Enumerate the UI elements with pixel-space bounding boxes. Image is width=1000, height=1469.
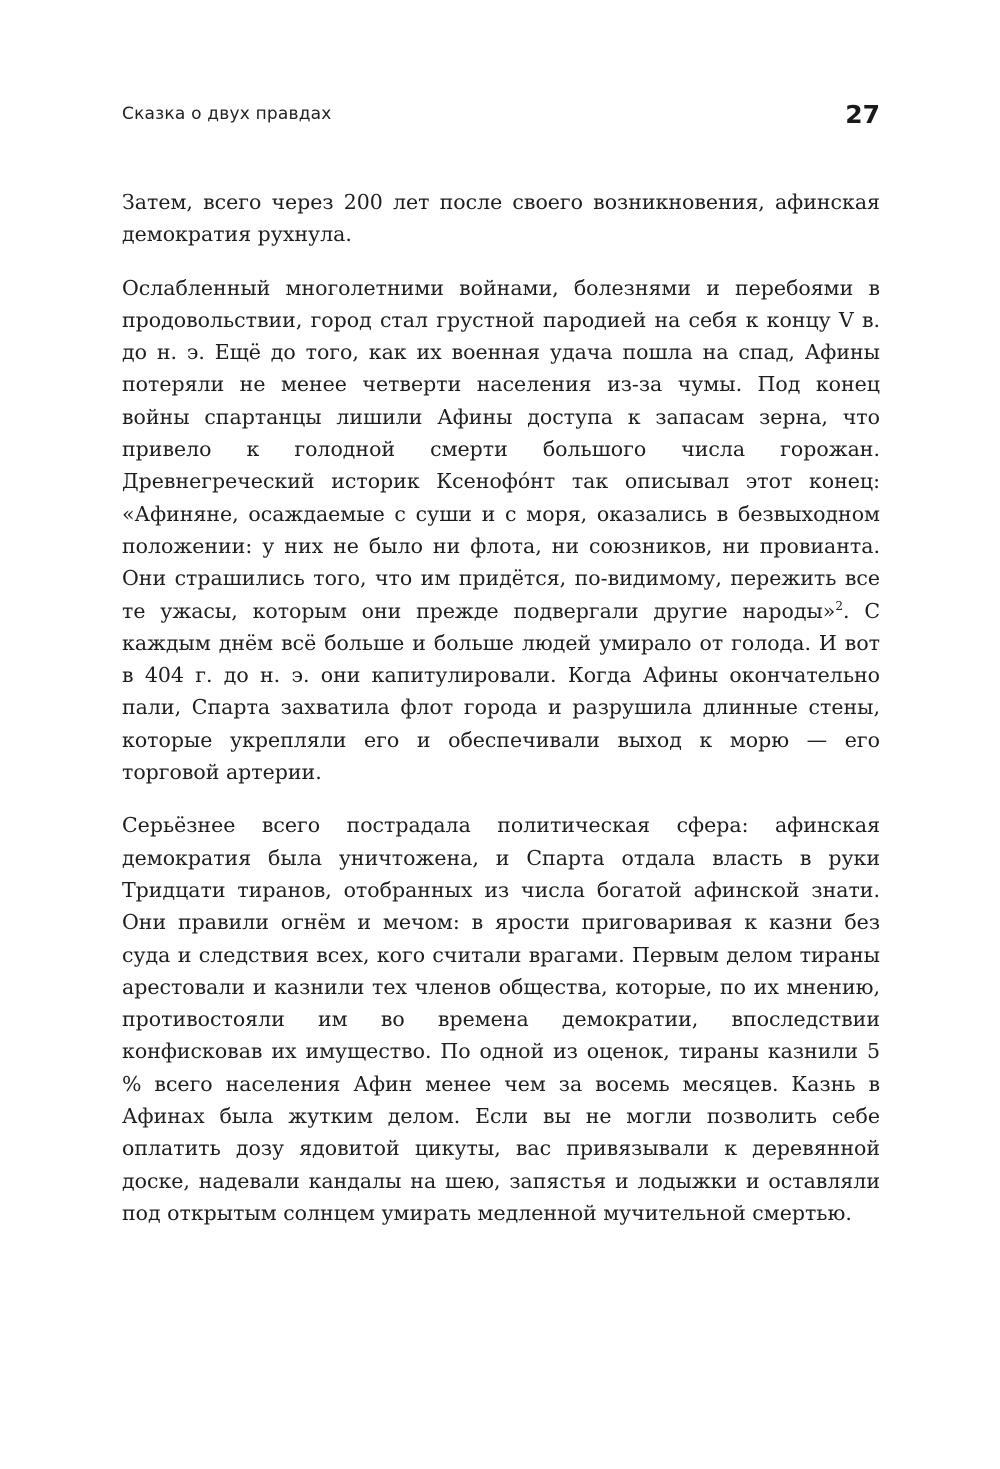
paragraph-1: Затем, всего через 200 лет после своего возникновения, афинская демократия рухнула.: [122, 190, 880, 247]
paragraph-2-text-after-note: . С каждым днём всё больше и больше людей умирало от голода. И вот в 404 г. до н. э. они капитулировали. Когда Афины окончательно пали, Спарта захватила флот города и разрушила длинные стены, которые укрепляли его и обеспечивали выход к морю — его торговой артерии.: [122, 598, 881, 785]
running-title: Сказка о двух правдах: [122, 104, 332, 124]
page-number: 27: [845, 100, 880, 129]
paragraph-2: [122, 272, 880, 789]
body-text: [122, 186, 880, 1250]
paragraph-3: Серьёзнее всего пострадала политическая сфера: афинская демократия была уничтожена, и Спарта отдала власть в руки Тридцати тиранов, отобранных из числа богатой афинской знати. Они правили огнём и мечом: в ярости приговаривая к казни без суда и следствия всех, кого считали врагами. Первым делом тираны арестовали и казнили тех членов общества, которые, по их мнению, противостояли им во времена демократии, впоследствии конфисковав их имущество. По одной из оценок, тираны казнили 5 % всего населения Афин менее чем за восемь месяцев. Казнь в Афинах была жутким делом. Если вы не могли позволить себе оплатить дозу ядовитой цикуты, вас привязывали к деревянной доске, надевали кандалы на шею, запястья и лодыжки и оставляли под открытым солнцем умирать медленной мучительной смертью.: [122, 813, 880, 1225]
paragraph-2-text-before-note: Ослабленный многолетними войнами, болезнями и перебоями в продовольствии, город стал грустной пародией на себя к концу V в. до н. э. Ещё до того, как их военная удача пошла на спад, Афины потеряли не менее четверти населения из-за чумы. Под конец войны спартанцы лишили Афины доступа к запасам зерна, что привело к голодной смерти большого числа горожан. Древнегреческий историк Ксенофо́нт так описывал этот конец: «Афиняне, осаждаемые с суши и с моря, оказались в безвыходном положении: у них не было ни флота, ни союзников, ни провианта. Они страшились того, что им придётся, по-видимому, пережить все те ужасы, которым они прежде подвергали другие народы»: [122, 275, 880, 623]
footnote-reference[interactable]: 2: [835, 598, 843, 613]
running-header: [122, 100, 880, 134]
